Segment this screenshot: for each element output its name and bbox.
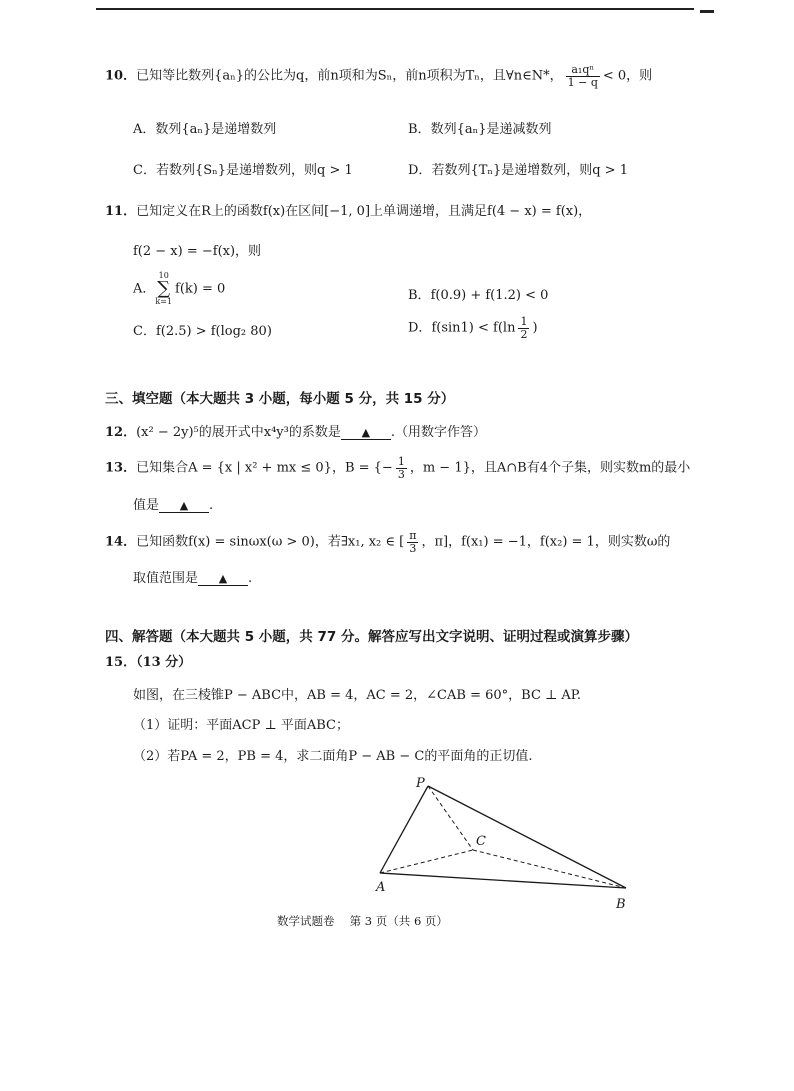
top-rule [96, 8, 694, 10]
q10-option-b-label: B． [408, 122, 431, 137]
q10-option-a-text: 数列{aₙ}是递增数列 [155, 122, 277, 137]
q11-d-frac-num: 1 [520, 315, 528, 328]
q13-text-post: ，m − 1}，且A∩B有4个子集，则实数m的最小 [409, 460, 691, 476]
q13-answer-blank: ▲ [159, 499, 209, 513]
section4-title: 四、解答题（本大题共 5 小题，共 77 分。解答应写出文字说明、证明过程或演算步骤） [105, 629, 638, 645]
q12-text: (x² − 2y)⁵的展开式中x⁴y³的系数是 [136, 425, 341, 440]
top-mark [700, 10, 714, 13]
q13-frac-den: 3 [397, 467, 405, 481]
q14-text: 已知函数f(x) = sinωx(ω > 0)，若∃x₁, x₂ ∈ [ [136, 534, 405, 550]
q10-option-c [133, 159, 353, 178]
q11-d-frac-den: 2 [520, 327, 528, 341]
q11-option-c-text: f(2.5) > f(log₂ 80) [155, 324, 272, 339]
q11-option-d-post: ) [532, 320, 538, 336]
page-footer: 数学试题卷 第 3 页（共 6 页） [277, 914, 448, 928]
q11-stem-line2: f(2 − x) = −f(x)，则 [133, 244, 262, 259]
q11-option-b [408, 284, 548, 303]
q11-option-d-label: D． [408, 320, 432, 336]
q13-line1 [105, 456, 690, 480]
q10-stem-text: 已知等比数列{aₙ}的公比为q，前n项和为Sₙ，前n项积为Tₙ，且∀n∈N*， [136, 68, 563, 84]
q11-option-c [133, 320, 272, 339]
q14-line2-pre: 取值范围是 [133, 571, 199, 586]
q10-frac-den: 1 − q [567, 75, 598, 89]
q15-part1: （1）证明：平面ACP ⊥ 平面ABC； [133, 718, 349, 733]
q13-line2-pre: 值是 [133, 498, 160, 513]
q11-option-b-text: f(0.9) + f(1.2) < 0 [430, 288, 549, 303]
q10-option-b [408, 118, 551, 137]
q15-header: 15．（13 分） [105, 655, 192, 670]
q10-option-b-text: 数列{aₙ}是递减数列 [430, 122, 552, 137]
q14-fraction [407, 530, 418, 554]
q10-option-c-label: C． [133, 163, 156, 178]
q10-option-d-label: D． [408, 163, 432, 178]
q14-text-post: ，π]，f(x₁) = −1，f(x₂) = 1，则实数ω的 [421, 534, 671, 550]
edge-ab [380, 873, 626, 888]
q14-frac-den: 3 [409, 541, 417, 555]
q11-option-d [408, 316, 538, 340]
q11-stem-text: 已知定义在R上的函数f(x)在区间[−1, 0]上单调递增，且满足f(4 − x) = f(x)， [136, 204, 592, 219]
q11-option-d-pre: f(sin1) < f(ln [431, 320, 516, 336]
q11-stem-line1 [105, 200, 591, 219]
q12 [105, 421, 486, 440]
q13-fraction [396, 456, 407, 480]
summation-symbol [155, 272, 172, 306]
vertex-label-p: P [416, 776, 425, 791]
q12-text-post: .（用数字作答） [390, 425, 487, 440]
q14-answer-blank: ▲ [198, 572, 248, 586]
q13-text: 已知集合A = {x | x² + mx ≤ 0}，B = {− [136, 460, 393, 476]
q13-number: 13． [105, 460, 137, 476]
q15-part2: （2）若PA = 2，PB = 4，求二面角P − AB − C的平面角的正切值. [133, 749, 533, 764]
vertex-label-c: C [476, 834, 486, 849]
q10-stem [105, 64, 652, 88]
edge-pc [428, 786, 473, 850]
q10-number: 10． [105, 68, 137, 84]
sigma-glyph: ∑ [157, 278, 171, 299]
q14-line2 [133, 567, 252, 586]
vertex-label-b: B [616, 897, 626, 912]
q11-option-c-label: C． [133, 324, 156, 339]
q13-line2-post: . [209, 498, 214, 513]
q10-option-a-label: A． [133, 122, 156, 137]
sum-lower-limit: k=1 [155, 297, 173, 306]
q11-number: 11． [105, 204, 137, 219]
pyramid-figure [370, 770, 640, 915]
q12-number: 12． [105, 425, 137, 440]
q10-option-d [408, 159, 628, 178]
q10-fraction [566, 64, 600, 88]
q10-frac-num: a₁qⁿ [566, 64, 600, 77]
q13-frac-num: 1 [397, 455, 405, 468]
q14-line1 [105, 530, 670, 554]
q11-option-a-text: f(k) = 0 [175, 281, 226, 297]
sum-upper-limit: 10 [158, 271, 169, 280]
q14-line2-post: . [248, 571, 253, 586]
q13-line2 [133, 494, 213, 513]
vertex-label-a: A [376, 880, 386, 895]
q11-option-d-fraction [518, 316, 529, 340]
q11-option-a [133, 272, 225, 306]
q10-option-d-text: 若数列{Tₙ}是递增数列，则q > 1 [431, 163, 629, 178]
q14-number: 14． [105, 534, 137, 550]
edge-ac [380, 850, 473, 873]
edge-pa [380, 786, 428, 873]
edge-pb [428, 786, 626, 888]
section3-title: 三、填空题（本大题共 3 小题，每小题 5 分，共 15 分） [105, 391, 455, 407]
q14-frac-num: π [409, 529, 417, 542]
q11-option-a-label: A． [133, 281, 156, 297]
q12-answer-blank: ▲ [341, 426, 391, 440]
q10-stem-tail: < 0，则 [602, 68, 653, 84]
q11-option-b-label: B． [408, 288, 431, 303]
q10-option-a [133, 118, 276, 137]
q10-option-c-text: 若数列{Sₙ}是递增数列，则q > 1 [155, 163, 353, 178]
edge-bc [473, 850, 626, 888]
q15-stem: 如图，在三棱锥P − ABC中，AB = 4，AC = 2，∠CAB = 60°，BC ⊥ AP. [133, 688, 582, 703]
